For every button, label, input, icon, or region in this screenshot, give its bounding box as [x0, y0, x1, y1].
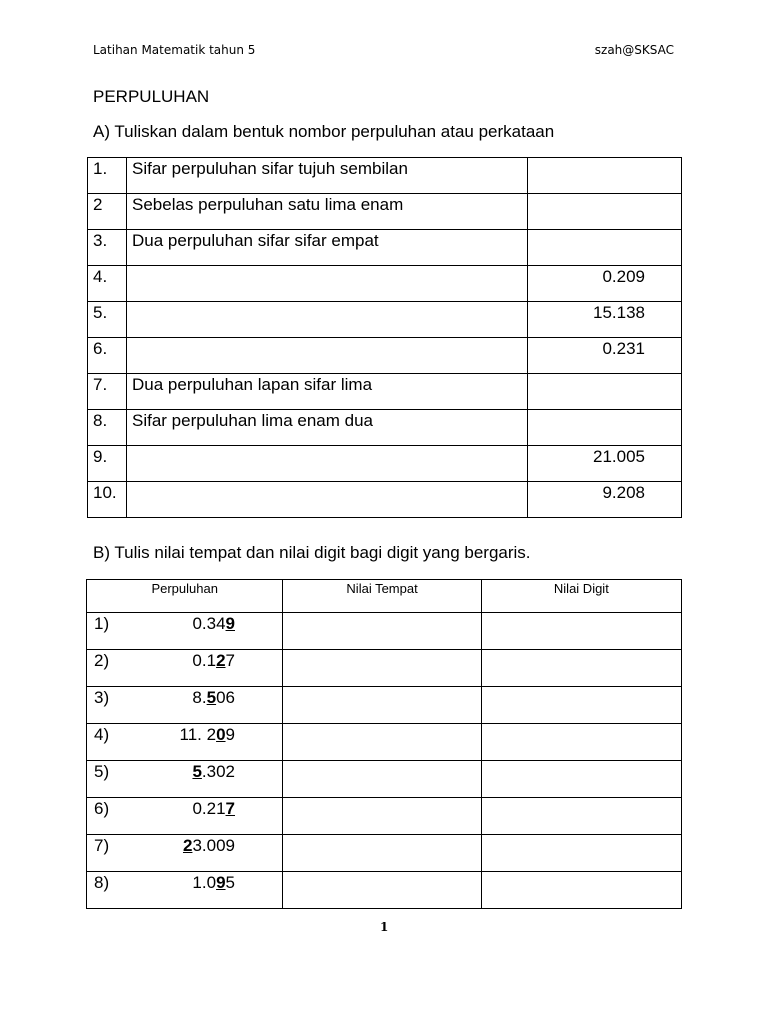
row-number: 2	[88, 194, 127, 230]
row-number: 3.	[88, 230, 127, 266]
decimal-cell	[87, 872, 283, 909]
digits-before: 1.0	[192, 873, 217, 892]
row-label: 6)	[94, 799, 110, 818]
table-row	[88, 374, 682, 410]
nilai-digit-cell[interactable]	[481, 761, 681, 798]
header-right: szah@SKSAC	[594, 43, 674, 57]
decimal-cell	[87, 613, 283, 650]
section-a-table	[87, 157, 682, 518]
underlined-digit: 2	[182, 836, 193, 855]
decimal-number	[151, 799, 235, 819]
row-number: 9.	[88, 446, 127, 482]
nilai-tempat-cell[interactable]	[283, 761, 481, 798]
words-cell[interactable]: Sebelas perpuluhan satu lima enam	[127, 194, 528, 230]
decimal-number	[151, 873, 235, 893]
digits-before: 11. 2	[179, 725, 217, 744]
nilai-digit-cell[interactable]	[481, 687, 681, 724]
number-cell[interactable]	[528, 194, 682, 230]
header-nilai-digit: Nilai Digit	[481, 580, 681, 613]
nilai-tempat-cell[interactable]	[283, 687, 481, 724]
table-row	[87, 687, 682, 724]
nilai-digit-cell[interactable]	[481, 724, 681, 761]
underlined-digit: 9	[225, 614, 235, 633]
nilai-tempat-cell[interactable]	[283, 872, 481, 909]
decimal-number	[151, 836, 235, 856]
table-row	[88, 338, 682, 374]
table-row	[87, 798, 682, 835]
digits-after: 5	[225, 873, 235, 892]
decimal-cell	[87, 687, 283, 724]
digits-before: 0.1	[192, 651, 217, 670]
digits-before: 8.	[192, 688, 207, 707]
decimal-cell	[87, 761, 283, 798]
decimal-cell	[87, 724, 283, 761]
table-header-row	[87, 580, 682, 613]
table-row	[87, 872, 682, 909]
header-perpuluhan: Perpuluhan	[87, 580, 283, 613]
nilai-tempat-cell[interactable]	[283, 724, 481, 761]
table-row	[88, 158, 682, 194]
nilai-digit-cell[interactable]	[481, 835, 681, 872]
nilai-digit-cell[interactable]	[481, 613, 681, 650]
nilai-tempat-cell[interactable]	[283, 835, 481, 872]
words-cell[interactable]	[127, 266, 528, 302]
row-number: 7.	[88, 374, 127, 410]
page-number: 1	[380, 920, 389, 934]
row-label: 4)	[94, 725, 110, 744]
words-cell[interactable]: Sifar perpuluhan lima enam dua	[127, 410, 528, 446]
row-number: 6.	[88, 338, 127, 374]
section-b-instruction: B) Tulis nilai tempat dan nilai digit bagi digit yang bergaris.	[93, 543, 531, 562]
number-cell[interactable]	[528, 158, 682, 194]
words-cell[interactable]	[127, 482, 528, 518]
number-cell[interactable]: 9.208	[528, 482, 682, 518]
table-row	[87, 650, 682, 687]
table-row	[88, 446, 682, 482]
words-cell[interactable]	[127, 446, 528, 482]
row-label: 5)	[94, 762, 110, 781]
row-label: 1)	[94, 614, 110, 633]
table-row	[87, 724, 682, 761]
decimal-cell	[87, 835, 283, 872]
section-a-instruction: A) Tuliskan dalam bentuk nombor perpuluhan atau perkataan	[93, 122, 555, 141]
header-left: Latihan Matematik tahun 5	[93, 43, 256, 57]
table-row	[87, 835, 682, 872]
words-cell[interactable]: Dua perpuluhan sifar sifar empat	[127, 230, 528, 266]
nilai-tempat-cell[interactable]	[283, 650, 481, 687]
underlined-digit: 2	[216, 651, 226, 670]
underlined-digit: 0	[216, 725, 226, 744]
table-row	[88, 410, 682, 446]
table-row	[88, 302, 682, 338]
table-row	[87, 761, 682, 798]
decimal-number	[151, 614, 235, 634]
table-row	[88, 482, 682, 518]
number-cell[interactable]	[528, 410, 682, 446]
decimal-number	[151, 725, 235, 745]
digits-after: .302	[201, 762, 235, 781]
row-label: 7)	[94, 836, 110, 855]
decimal-number	[151, 651, 235, 671]
number-cell[interactable]: 15.138	[528, 302, 682, 338]
number-cell[interactable]: 0.209	[528, 266, 682, 302]
decimal-number	[151, 762, 235, 782]
digits-before: 0.34	[192, 614, 226, 633]
number-cell[interactable]	[528, 230, 682, 266]
underlined-digit: 9	[216, 873, 226, 892]
header-nilai-tempat: Nilai Tempat	[283, 580, 481, 613]
nilai-tempat-cell[interactable]	[283, 613, 481, 650]
nilai-digit-cell[interactable]	[481, 798, 681, 835]
digits-after: 7	[225, 651, 235, 670]
nilai-digit-cell[interactable]	[481, 650, 681, 687]
decimal-number	[151, 688, 235, 708]
nilai-digit-cell[interactable]	[481, 872, 681, 909]
number-cell[interactable]: 0.231	[528, 338, 682, 374]
digits-after: 3.009	[192, 836, 235, 855]
nilai-tempat-cell[interactable]	[283, 798, 481, 835]
words-cell[interactable]	[127, 338, 528, 374]
row-number: 10.	[88, 482, 127, 518]
row-number: 1.	[88, 158, 127, 194]
words-cell[interactable]	[127, 302, 528, 338]
row-label: 3)	[94, 688, 110, 707]
underlined-digit: 5	[206, 688, 217, 707]
row-number: 8.	[88, 410, 127, 446]
table-row	[88, 266, 682, 302]
decimal-cell	[87, 798, 283, 835]
number-cell[interactable]	[528, 374, 682, 410]
words-cell[interactable]: Sifar perpuluhan sifar tujuh sembilan	[127, 158, 528, 194]
table-row	[88, 194, 682, 230]
digits-after: 9	[225, 725, 235, 744]
number-cell[interactable]: 21.005	[528, 446, 682, 482]
row-number: 4.	[88, 266, 127, 302]
decimal-cell	[87, 650, 283, 687]
digits-after: 06	[216, 688, 235, 707]
underlined-digit: 5	[192, 762, 202, 781]
words-cell[interactable]: Dua perpuluhan lapan sifar lima	[127, 374, 528, 410]
underlined-digit: 7	[225, 799, 235, 818]
section-b-table	[86, 579, 682, 909]
digits-before: 0.21	[192, 799, 226, 818]
row-label: 8)	[94, 873, 110, 892]
row-label: 2)	[94, 651, 110, 670]
page-title: PERPULUHAN	[93, 87, 210, 106]
table-row	[88, 230, 682, 266]
table-row	[87, 613, 682, 650]
row-number: 5.	[88, 302, 127, 338]
